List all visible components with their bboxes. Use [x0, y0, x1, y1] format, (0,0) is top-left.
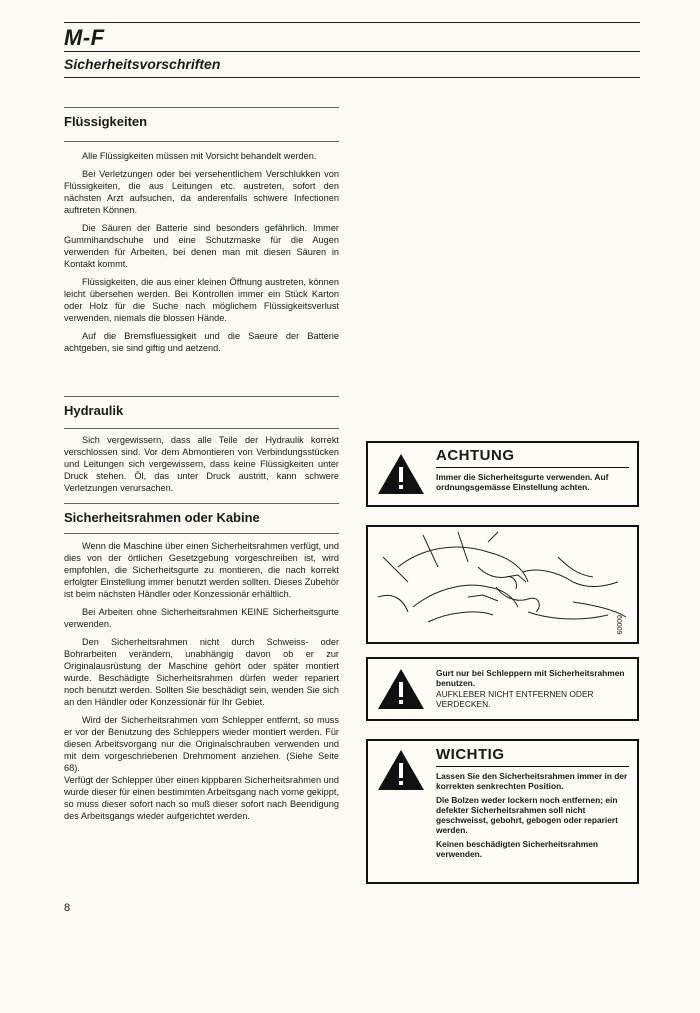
paragraph: Den Sicherheitsrahmen nicht durch Schweiss- oder Bohrarbeiten verändern, unabhängig davon ob er zur Originalausrüstung der Maschine gehört oder später montiert wurde. Beschädigte Sicherheitsrahmen dürfen weder repariert noch benutzt werden. Sollten Sie beschädigt sein, wenden Sie sich an den Händler oder Konzessionär für Ihr Gebiet. — [64, 637, 339, 707]
section-title: Flüssigkeiten — [64, 114, 148, 129]
box-rule — [436, 766, 629, 767]
seatbelt-illustration-box — [366, 525, 639, 644]
page-subtitle: Sicherheitsvorschriften — [64, 56, 221, 72]
illustration-code: 60009 — [615, 615, 622, 635]
section-title: Hydraulik — [64, 403, 124, 418]
brand-title: M-F — [64, 25, 105, 50]
section-rule — [64, 428, 339, 429]
wichtig-warning-box — [366, 739, 639, 884]
paragraph: Bei Verletzungen oder bei versehentlichem Verschlukken von Flüssigkeiten, die aus Leitungen etc. austreten, sofort den nächsten Arzt aufsuchen, da anderenfalls schwere Infectionen auftreten Können. — [64, 169, 339, 215]
achtung-text: Immer die Sicherheitsgurte verwenden. Auf ordnungsgemässe Einstellung achten. — [436, 472, 609, 492]
paragraph: Wird der Sicherheitsrahmen vom Schlepper entfernt, so muss er vor der Benutzung des Schleppers wieder montiert werden. Für diesen Arbeitsvorgang nur die Originalschrauben verwenden und mit dem vorgeschriebenen Drehmoment anziehen. (Siehe Seite 68). — [64, 715, 339, 773]
header-top-rule — [64, 22, 640, 23]
section-sicherheitsrahmen — [64, 503, 339, 828]
paragraph: Bei Arbeiten ohne Sicherheitsrahmen KEINE Sicherheitsgurte verwenden. — [64, 607, 339, 629]
paragraph: Alle Flüssigkeiten müssen mit Vorsicht behandelt werden. — [82, 151, 317, 161]
paragraph: Die Säuren der Batterie sind besonders gefährlich. Immer Gummihandschuhe und eine Schutzmaske für die Augen verwenden für Arbeiten, bei denen man mit diesen Säuren in Kontakt kommt. — [64, 223, 339, 269]
warning-triangle-icon — [376, 748, 426, 792]
gurt-normal-text: AUFKLEBER NICHT ENTFERNEN ODER VERDECKEN. — [436, 689, 594, 709]
section-rule — [64, 533, 339, 534]
gurt-bold-text: Gurt nur bei Schleppern mit Sicherheitsrahmen benutzen. — [436, 668, 625, 688]
seatbelt-illustration — [368, 527, 637, 642]
header-mid-rule — [64, 51, 640, 52]
paragraph: Sich vergewissern, dass alle Teile der Hydraulik korrekt verschlossen sind. Vor dem Abmontieren von Verbindungsstücken und Leitungen sich vergewissern, dass keine Flüssigkeiten unter Druck stehen. Öl, das unter Druck austritt, kann schwere Verletzungen verursachen. — [64, 435, 339, 493]
section-title: Sicherheitsrahmen oder Kabine — [64, 510, 260, 525]
wichtig-text-3: Keinen beschädigten Sicherheitsrahmen verwenden. — [436, 839, 598, 859]
section-rule — [64, 107, 339, 108]
section-hydraulik — [64, 396, 339, 500]
wichtig-text-2: Die Bolzen weder lockern noch entfernen; ein defekter Sicherheitsrahmen soll nicht geschweisst, gebohrt, gebogen oder repariert werden. — [436, 795, 618, 835]
warning-triangle-icon — [376, 452, 426, 496]
warning-triangle-icon — [376, 667, 426, 711]
page-number: 8 — [64, 902, 71, 914]
section-fluessigkeiten — [64, 107, 339, 360]
header-bottom-rule — [64, 77, 640, 78]
section-rule — [64, 141, 339, 142]
wichtig-heading: WICHTIG — [436, 746, 505, 763]
paragraph: Auf die Bremsfluessigkeit und die Saeure der Batterie achtgeben, sie sind giftig und aetzend. — [64, 331, 339, 353]
achtung-warning-box — [366, 441, 639, 507]
paragraph: Flüssigkeiten, die aus einer kleinen Öffnung austreten, können leicht übersehen werden. Bei Kontrollen immer ein Stück Karton oder Holz für die Suche nach möglichem Flüssigkeitsverlust verwenden, niemals die blossen Hände. — [64, 277, 339, 323]
section-rule — [64, 503, 339, 504]
box-rule — [436, 467, 629, 468]
wichtig-text-1: Lassen Sie den Sicherheitsrahmen immer in der korrekten senkrechten Position. — [436, 771, 628, 791]
gurt-warning-box — [366, 657, 639, 721]
achtung-heading: ACHTUNG — [436, 447, 515, 464]
section-rule — [64, 396, 339, 397]
paragraph: Verfügt der Schlepper über einen kippbaren Sicherheitsrahmen und wurde dieser für einen bestimmten Arbeitsgang nach vorne gekippt, so muss dieser sofort nach so muß dieser sofort nach Beendigung des Arbeitsgangs wieder aufgerichtet werden. — [64, 775, 339, 821]
paragraph: Wenn die Maschine über einen Sicherheitsrahmen verfügt, und dies von der örtlichen Gesetzgebung vorgeschreiben ist, wird empfohlen, die Sicherheitsgurte zu montieren, die nach korrekt erfolgter Einstellung immer benutzt werden sollten. Dieses Zubehör ist beim nächsten Händler oder Konzessionär erhältlich. — [64, 541, 339, 599]
